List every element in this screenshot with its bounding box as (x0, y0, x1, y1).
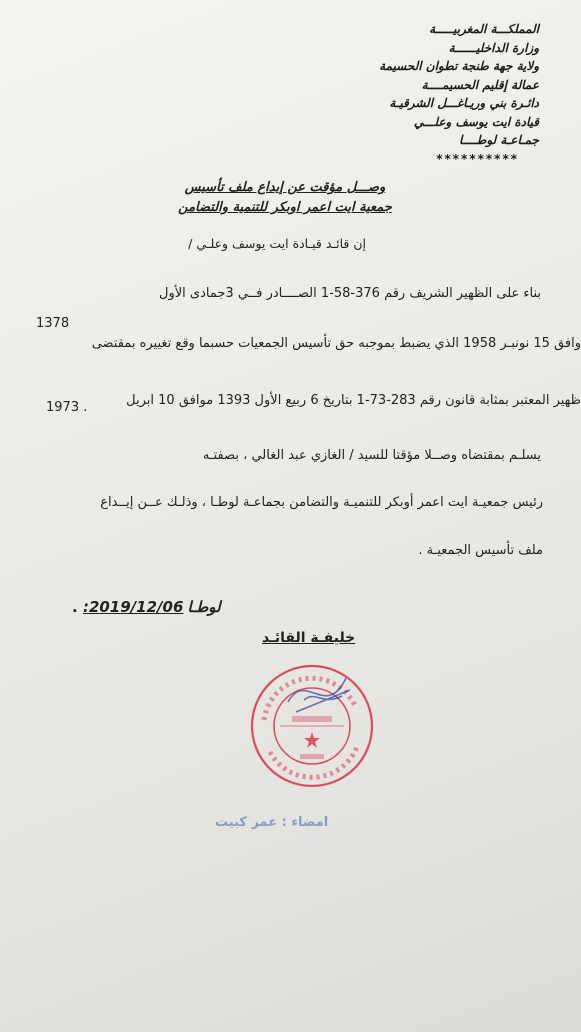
body-line-2: وافق 15 نونبـر 1958 الذي يضبط بموجبه حق تأسيس الجمعيات حسبما وقع تغييره بمقتضى (91, 336, 581, 351)
body-number-1973: 1973 . (46, 400, 88, 415)
date-line (72, 598, 221, 616)
subject-line-2: جمعية ايت اعمر اوبكر للتنمية والتضامن (178, 200, 392, 215)
addressee-line: إن قائـد قيـادة ايت يوسف وعلـي / (188, 236, 366, 251)
subject-line-1: وصـــل مؤقت عن إيداع ملف تأسيس (184, 180, 386, 195)
official-stamp (246, 660, 378, 792)
letterhead-line: جمـاعـة لوطــــا (459, 133, 539, 147)
letterhead-line: ولاية جهة طنجة تطوان الحسيمة (379, 59, 539, 73)
date-place: لوطـا (187, 598, 221, 616)
letterhead (309, 20, 539, 168)
body-line-6: ملف تأسيس الجمعيـة . (418, 543, 543, 558)
letterhead-line: قيادة ايت يوسف وعلـــي (413, 114, 539, 129)
date-dot: . (72, 598, 78, 616)
letterhead-line: دائـرة بني وريـاغـــل الشرقيـة (389, 96, 539, 110)
signed-by: امضاء : عمر كبيت (215, 815, 329, 830)
letterhead-line: المملكـــة المغربيـــــة (429, 22, 539, 36)
letterhead-line: عمالة إقليم الحسيمــــة (421, 77, 539, 92)
letterhead-line: وزارة الداخليــــــة (448, 40, 539, 55)
body-line-5: رئيس جمعيـة ايت اعمر أوبكر للتنميـة والتضامن بجماعـة لوطـا ، وذلـك عــن إيــداع (100, 495, 543, 510)
letterhead-stars: ********** (436, 151, 519, 166)
body-line-4: يسلـم بمقتضاه وصــلا مؤقتا للسيد / الغازي عبد الغالي ، بصفتـه (202, 448, 541, 463)
document-subject (150, 178, 420, 218)
body-line-1: بناء على الظهير الشريف رقم 376-58-1 الصــــادر فــي 3جمادى الأول (159, 286, 541, 301)
body-number-1378: 1378 (36, 316, 70, 331)
body-line-3: ظهير المعتبر بمثابة قانون رقم 283-73-1 بتاريخ 6 ربيع الأول 1393 موافق 10 ابريل (126, 393, 581, 408)
date-value: 2019/12/06: (82, 598, 184, 616)
signatory-role: خليفـة القائـد (262, 630, 356, 646)
